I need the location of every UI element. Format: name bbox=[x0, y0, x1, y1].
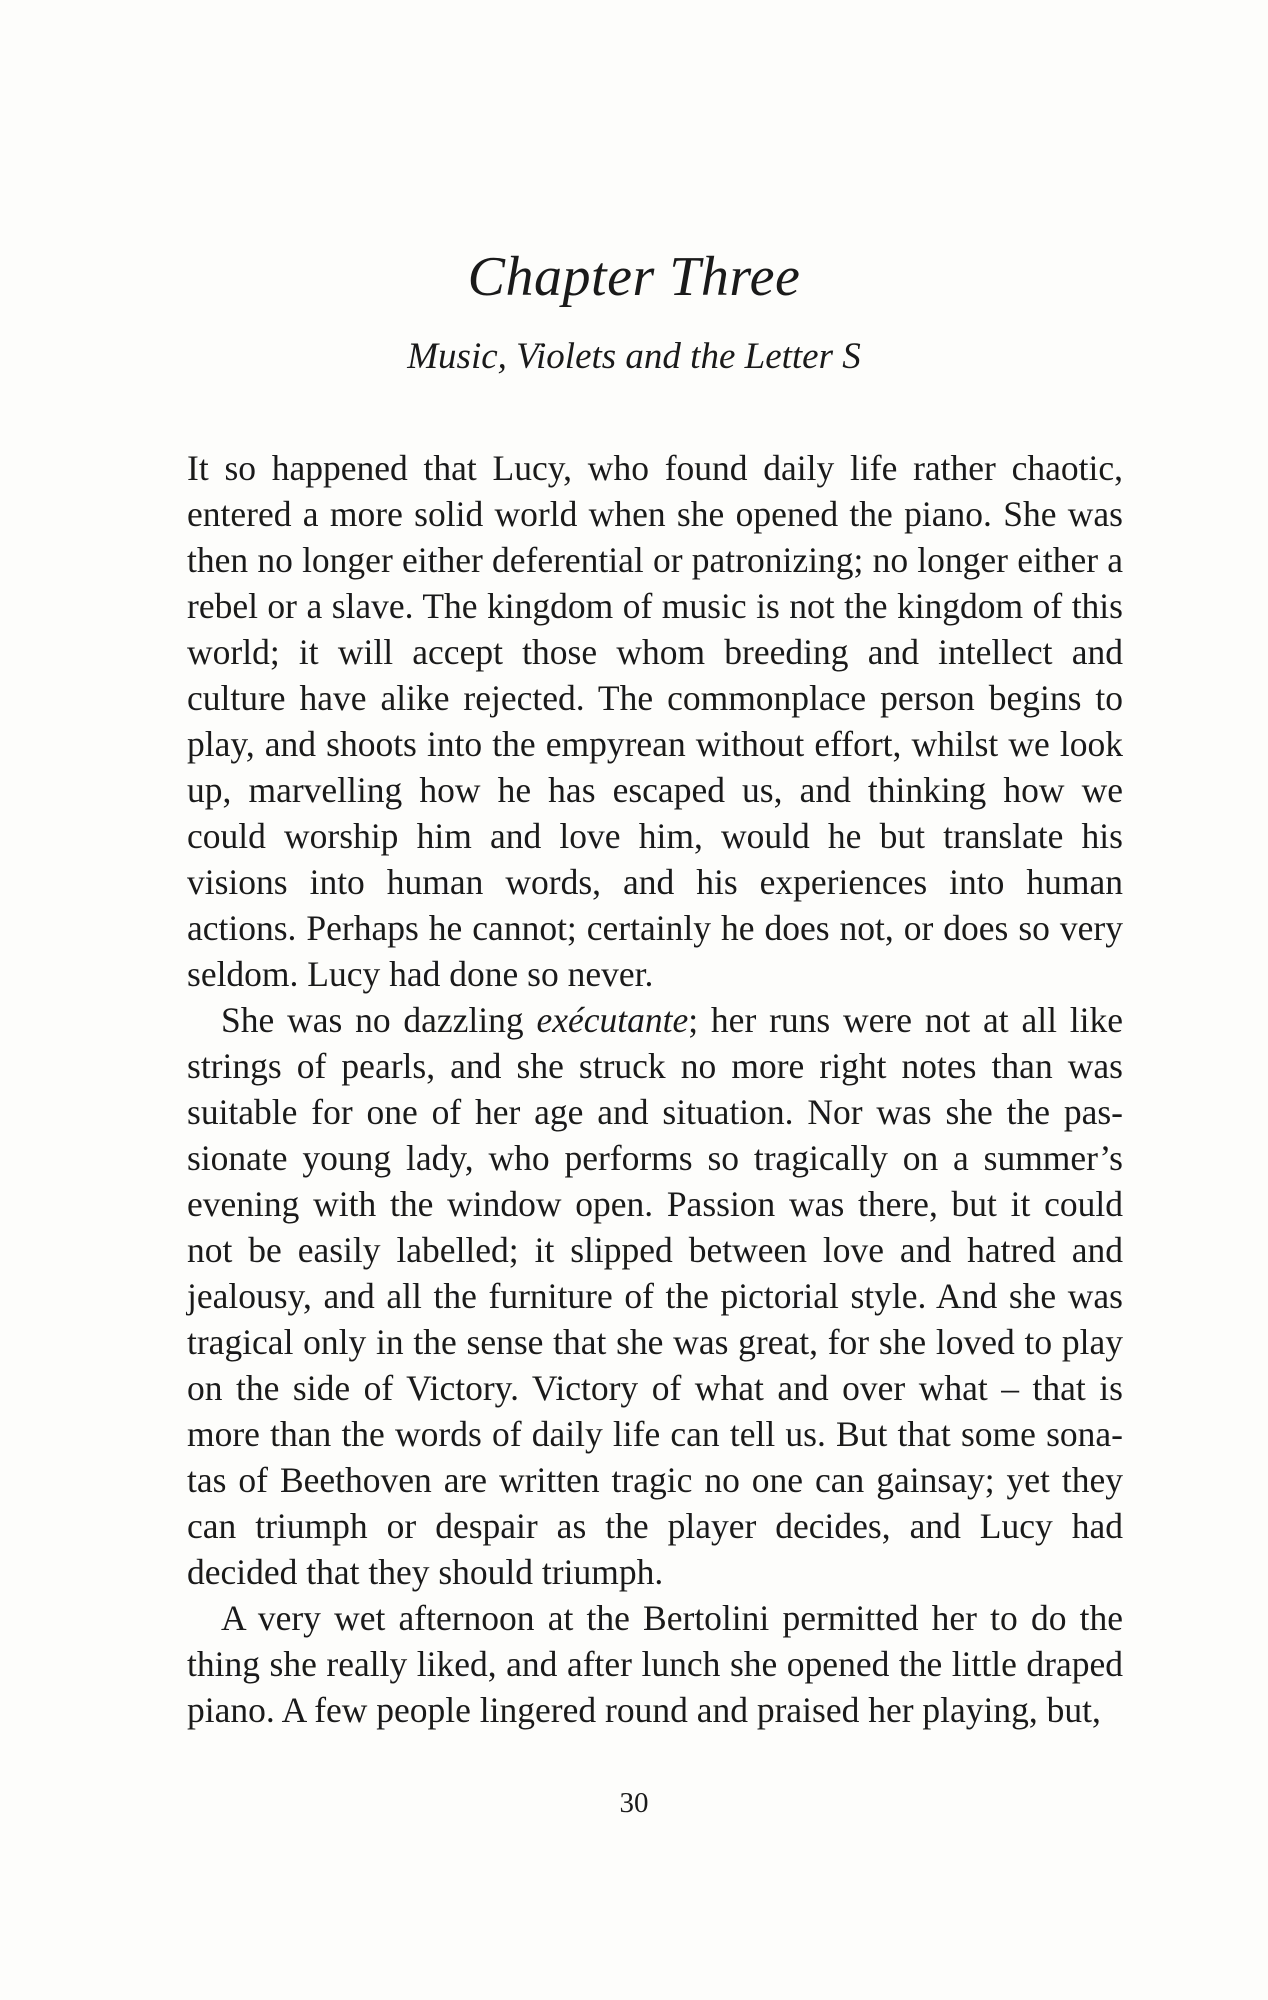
paragraph-1 bbox=[187, 445, 1123, 997]
paragraph-text: A very wet afternoon at the Bertolini permitted her to do the thing she really liked, and after lunch she opened the little draped piano. A few people lingered round and praised her playing, but, bbox=[187, 1598, 1123, 1730]
chapter-title: Chapter Three bbox=[467, 246, 801, 308]
paragraph-text: She was no dazzling bbox=[221, 1000, 537, 1040]
body-text bbox=[187, 445, 1123, 1733]
paragraph-text: It so happened that Lucy, who found daily life rather chaotic, entered a more solid world when she opened the piano. She was then no longer either deferential or patronizing; no longer either a rebel or a slave. The kingdom of music is not the kingdom of this world; it will accept those whom breeding and intellect and culture have alike rejected. The commonplace person begins to play, and shoots into the empyrean without effort, whilst we look up, marvelling how he has escaped us, and thinking how we could worship him and love him, would he but translate his visions into human words, and his experiences into human actions. Perhaps he cannot; certainly he does not, or does so very seldom. Lucy had done so never. bbox=[187, 448, 1123, 994]
italic-term: exécutante bbox=[536, 1000, 689, 1040]
paragraph-3 bbox=[187, 1595, 1123, 1733]
chapter-subtitle: Music, Violets and the Letter S bbox=[407, 336, 861, 377]
paragraph-text: ; her runs were not at all like strings of pearls, and she struck no more right notes than was suitable for one of her age and situation. Nor was she the passionate young lady, who performs so tragically on a summer’s evening with the window open. Passion was there, but it could not be easily labelled; it slipped between love and hatred and jealousy, and all the furniture of the pictorial style. And she was tragical only in the sense that she was great, for she loved to play on the side of Victory. Victory of what and over what – that is more than the words of daily life can tell us. But that some sonatas of Beethoven are written tragic no one can gainsay; yet they can triumph or despair as the player decides, and Lucy had decided that they should triumph. bbox=[187, 1000, 1123, 1592]
page-number: 30 bbox=[619, 1787, 649, 1819]
paragraph-2 bbox=[187, 997, 1123, 1595]
